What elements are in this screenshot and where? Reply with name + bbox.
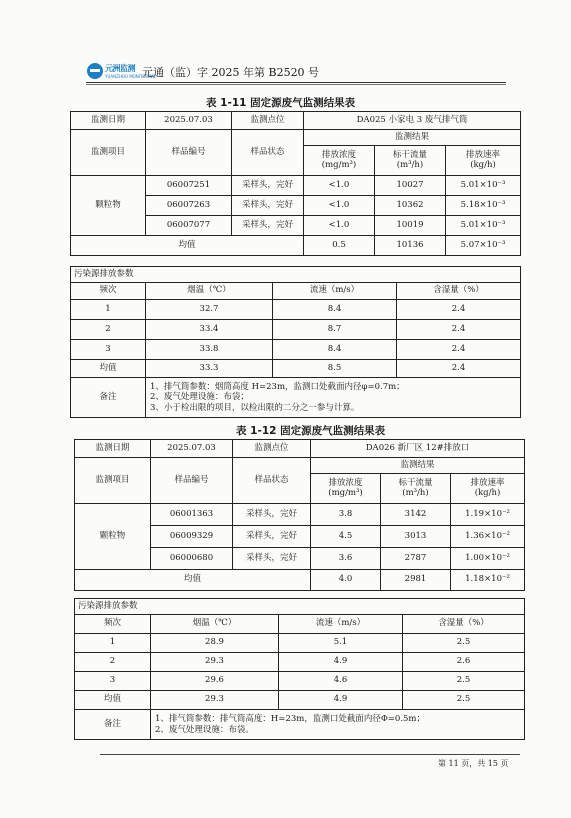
item-name: 颗粒物 [75, 504, 151, 570]
param-moist: 2.4 [397, 340, 521, 360]
param-speed: 8.4 [273, 340, 397, 360]
col-concentration [304, 146, 375, 176]
param-moist: 2.6 [403, 653, 525, 672]
col-rate-unit: (kg/h) [470, 159, 496, 170]
col-flow [375, 146, 446, 176]
param-moist: 2.5 [403, 672, 525, 691]
results-label: 监测结果 [304, 130, 521, 146]
param-temp: 33.4 [146, 320, 273, 340]
avg-label: 均值 [75, 570, 311, 591]
logo-text: 元洲监测 [105, 64, 135, 73]
point-label: 监测点位 [233, 440, 311, 458]
remarks-row [75, 710, 525, 740]
sample-no: 06007263 [146, 196, 232, 216]
remark-text [151, 710, 525, 740]
average-row [75, 691, 525, 710]
logo-icon [87, 63, 103, 79]
flow-value: 3142 [381, 504, 451, 526]
sample-state: 采样头，完好 [233, 526, 311, 548]
table-row [71, 320, 521, 340]
params-label: 污染源排放参数 [75, 599, 525, 615]
sample-state-label: 样品状态 [232, 130, 304, 176]
col-conc-label: 排放浓度 [321, 149, 356, 160]
results-label: 监测结果 [311, 458, 525, 474]
sample-no-label: 样品编号 [151, 458, 233, 504]
param-freq: 1 [71, 300, 146, 320]
date-value: 2025.07.03 [146, 112, 232, 130]
table-row [75, 634, 525, 653]
param-temp-header: 烟温（℃） [146, 283, 273, 300]
col-flow-unit: (m³/h) [396, 159, 424, 170]
conc-value: 3.6 [311, 548, 381, 570]
point-label: 监测点位 [232, 112, 304, 130]
flow-value: 10027 [375, 176, 446, 196]
param-avg-speed: 8.5 [273, 360, 397, 378]
param-moist: 2.4 [397, 320, 521, 340]
param-speed-header: 流速（m/s） [279, 615, 403, 634]
item-name: 颗粒物 [71, 176, 146, 236]
remark-line: 2、废气处理设施：布袋； [150, 392, 249, 403]
param-temp: 33.8 [146, 340, 273, 360]
page-number: 第 11 页，共 15 页 [438, 759, 509, 768]
avg-label: 均值 [71, 236, 304, 256]
param-speed: 8.7 [273, 320, 397, 340]
param-freq: 3 [71, 340, 146, 360]
table1-results [70, 111, 521, 256]
param-freq: 3 [75, 672, 151, 691]
param-speed: 4.6 [279, 672, 403, 691]
col-conc-unit: (mg/m³) [321, 159, 357, 170]
col-rate-label: 排放速率 [470, 477, 505, 488]
table-row [71, 300, 521, 320]
point-value: DA025 小家电 3 废气排气筒 [304, 112, 521, 130]
sample-no-label: 样品编号 [146, 130, 232, 176]
param-freq-header: 频次 [75, 615, 151, 634]
params-label: 污染源排放参数 [71, 267, 521, 283]
param-speed: 5.1 [279, 634, 403, 653]
sample-no: 06001363 [151, 504, 233, 526]
param-temp: 28.9 [151, 634, 279, 653]
sample-state: 采样头，完好 [233, 548, 311, 570]
col-concentration [311, 474, 381, 504]
param-freq-header: 频次 [71, 283, 146, 300]
flow-value: 10019 [375, 216, 446, 236]
col-flow-label: 标干流量 [392, 149, 427, 160]
rate-value: 5.01×10⁻³ [446, 176, 521, 196]
point-value: DA026 新厂区 12#排放口 [311, 440, 525, 458]
col-rate [451, 474, 525, 504]
sample-no: 06007077 [146, 216, 232, 236]
table-row [75, 504, 525, 526]
avg-conc: 4.0 [311, 570, 381, 591]
param-moist: 2.5 [403, 634, 525, 653]
rate-value: 1.36×10⁻² [451, 526, 525, 548]
param-moist-header: 含湿量（%） [403, 615, 525, 634]
remark-line: 1、排气筒参数：烟筒高度 H=23m，监测口处截面内径φ=0.7m； [150, 381, 405, 392]
report-header [86, 62, 506, 84]
flow-value: 3013 [381, 526, 451, 548]
date-label: 监测日期 [75, 440, 151, 458]
footer-divider [100, 754, 520, 755]
avg-conc: 0.5 [304, 236, 375, 256]
col-flow-unit: (m³/h) [402, 487, 429, 498]
header-divider-thin [86, 84, 506, 85]
flow-value: 2787 [381, 548, 451, 570]
conc-value: <1.0 [304, 216, 375, 236]
sample-no: 06000680 [151, 548, 233, 570]
param-freq: 2 [75, 653, 151, 672]
param-avg-moist: 2.4 [397, 360, 521, 378]
col-conc-label: 排放浓度 [328, 477, 363, 488]
conc-value: <1.0 [304, 176, 375, 196]
param-avg-temp: 33.3 [146, 360, 273, 378]
date-label: 监测日期 [71, 112, 146, 130]
col-rate-label: 排放速率 [465, 149, 500, 160]
col-rate [446, 146, 521, 176]
param-avg-speed: 4.9 [279, 691, 403, 710]
remark-line: 1、排气筒参数：排气筒高度：H=23m，监测口处截面内径Φ=0.5m； [155, 713, 425, 724]
remark-label: 备注 [75, 710, 151, 740]
sample-no: 06009329 [151, 526, 233, 548]
table-row [75, 653, 525, 672]
average-row [75, 570, 525, 591]
remarks-row [71, 378, 521, 418]
sample-state: 采样头，完好 [232, 196, 304, 216]
param-moist-header: 含湿量（%） [397, 283, 521, 300]
avg-rate: 5.07×10⁻³ [446, 236, 521, 256]
table-row [71, 340, 521, 360]
param-avg-temp: 29.3 [151, 691, 279, 710]
table1-params [70, 266, 521, 418]
rate-value: 5.01×10⁻³ [446, 216, 521, 236]
param-temp: 29.6 [151, 672, 279, 691]
average-row [71, 236, 521, 256]
sample-state: 采样头，完好 [233, 504, 311, 526]
param-temp: 29.3 [151, 653, 279, 672]
param-moist: 2.4 [397, 300, 521, 320]
flow-value: 10362 [375, 196, 446, 216]
average-row [71, 360, 521, 378]
rate-value: 1.00×10⁻² [451, 548, 525, 570]
table2-results [74, 439, 525, 591]
table2-title: 表 1-12 固定源废气监测结果表 [236, 425, 386, 437]
param-freq: 1 [75, 634, 151, 653]
remark-label: 备注 [71, 378, 146, 418]
sample-state: 采样头，完好 [232, 216, 304, 236]
document-number: 元通（监）字 2025 年第 B2520 号 [142, 66, 320, 79]
col-flow [381, 474, 451, 504]
sample-state-label: 样品状态 [233, 458, 311, 504]
header-divider [86, 82, 506, 83]
table-row [75, 672, 525, 691]
param-freq: 2 [71, 320, 146, 340]
sample-no: 06007251 [146, 176, 232, 196]
conc-value: 4.5 [311, 526, 381, 548]
remark-text [146, 378, 521, 418]
param-speed: 8.4 [273, 300, 397, 320]
col-rate-unit: (kg/h) [474, 487, 501, 498]
table-row [71, 176, 521, 196]
param-avg-moist: 2.5 [403, 691, 525, 710]
remark-line: 2、废气处理设施：布袋。 [155, 724, 254, 735]
param-avg-label: 均值 [71, 360, 146, 378]
avg-flow: 2981 [381, 570, 451, 591]
avg-flow: 10136 [375, 236, 446, 256]
param-temp: 32.7 [146, 300, 273, 320]
param-speed-header: 流速（m/s） [273, 283, 397, 300]
item-label: 监测项目 [75, 458, 151, 504]
table2-params [74, 598, 525, 740]
company-logo [86, 62, 156, 82]
logo-subtext: YUANZHOU MONITORING [105, 74, 156, 79]
date-value: 2025.07.03 [151, 440, 233, 458]
col-flow-label: 标干流量 [398, 477, 433, 488]
rate-value: 1.19×10⁻² [451, 504, 525, 526]
col-conc-unit: (mg/m³) [328, 487, 363, 498]
param-temp-header: 烟温（℃） [151, 615, 279, 634]
param-avg-label: 均值 [75, 691, 151, 710]
rate-value: 5.18×10⁻³ [446, 196, 521, 216]
remark-line: 3、小于检出限的项目，以检出限的二分之一参与计算。 [150, 402, 360, 413]
avg-rate: 1.18×10⁻² [451, 570, 525, 591]
conc-value: <1.0 [304, 196, 375, 216]
table1-title: 表 1-11 固定源废气监测结果表 [206, 97, 356, 109]
item-label: 监测项目 [71, 130, 146, 176]
sample-state: 采样头，完好 [232, 176, 304, 196]
param-speed: 4.9 [279, 653, 403, 672]
conc-value: 3.8 [311, 504, 381, 526]
